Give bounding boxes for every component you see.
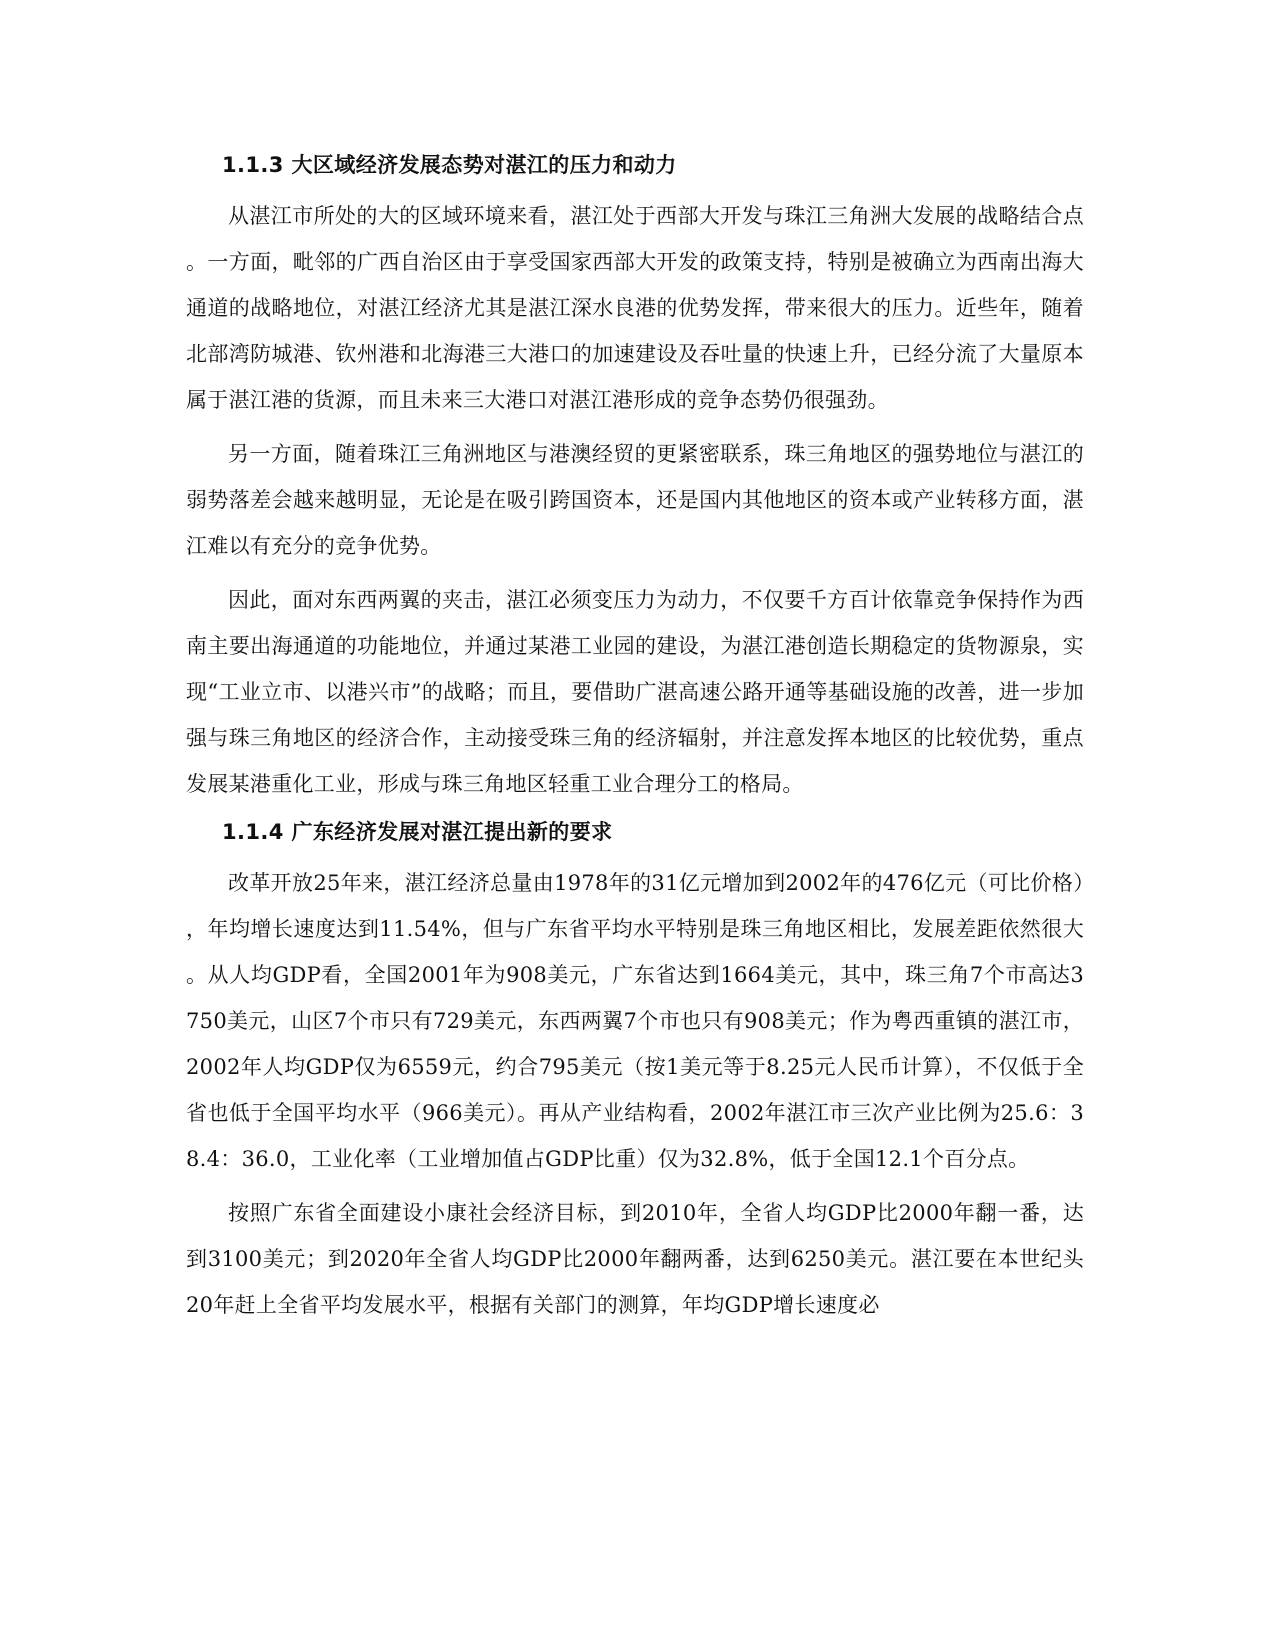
- document-body: [186, 148, 1084, 1336]
- section-heading-1-1-3: 1.1.3 大区域经济发展态势对湛江的压力和动力: [222, 153, 677, 177]
- paragraph: 按照广东省全面建设小康社会经济目标，到2010年，全省人均GDP比2000年翻一番，达到3100美元；到2020年全省人均GDP比2000年翻两番，达到6250美元。湛江要在本世纪头20年赶上全省平均发展水平，根据有关部门的测算，年均GDP增长速度必: [186, 1201, 1084, 1317]
- paragraph: 从湛江市所处的大的区域环境来看，湛江处于西部大开发与珠江三角洲大发展的战略结合点。一方面，毗邻的广西自治区由于享受国家西部大开发的政策支持，特别是被确立为西南出海大通道的战略地位，对湛江经济尤其是湛江深水良港的优势发挥，带来很大的压力。近些年，随着北部湾防城港、钦州港和北海港三大港口的加速建设及吞吐量的快速上升，已经分流了大量原本属于湛江港的货源，而且未来三大港口对湛江港形成的竞争态势仍很强劲。: [186, 204, 1084, 412]
- section-heading-1-1-4: 1.1.4 广东经济发展对湛江提出新的要求: [222, 820, 613, 844]
- paragraph: 另一方面，随着珠江三角洲地区与港澳经贸的更紧密联系，珠三角地区的强势地位与湛江的弱势落差会越来越明显，无论是在吸引跨国资本，还是国内其他地区的资本或产业转移方面，湛江难以有充分的竞争优势。: [186, 442, 1084, 558]
- paragraph: 因此，面对东西两翼的夹击，湛江必须变压力为动力，不仅要千方百计依靠竞争保持作为西南主要出海通道的功能地位，并通过某港工业园的建设，为湛江港创造长期稳定的货物源泉，实现“工业立市、以港兴市”的战略；而且，要借助广湛高速公路开通等基础设施的改善，进一步加强与珠三角地区的经济合作，主动接受珠三角的经济辐射，并注意发挥本地区的比较优势，重点发展某港重化工业，形成与珠三角地区轻重工业合理分工的格局。: [186, 588, 1084, 796]
- paragraph: 改革开放25年来，湛江经济总量由1978年的31亿元增加到2002年的476亿元（可比价格），年均增长速度达到11.54%，但与广东省平均水平特别是珠三角地区相比，发展差距依然很大。从人均GDP看，全国2001年为908美元，广东省达到1664美元，其中，珠三角7个市高达3750美元，山区7个市只有729美元，东西两翼7个市也只有908美元；作为粤西重镇的湛江市，2002年人均GDP仅为6559元，约合795美元（按1美元等于8.25元人民币计算），不仅低于全省也低于全国平均水平（966美元）。再从产业结构看，2002年湛江市三次产业比例为25.6：38.4：36.0，工业化率（工业增加值占GDP比重）仅为32.8%，低于全国12.1个百分点。: [186, 871, 1084, 1171]
